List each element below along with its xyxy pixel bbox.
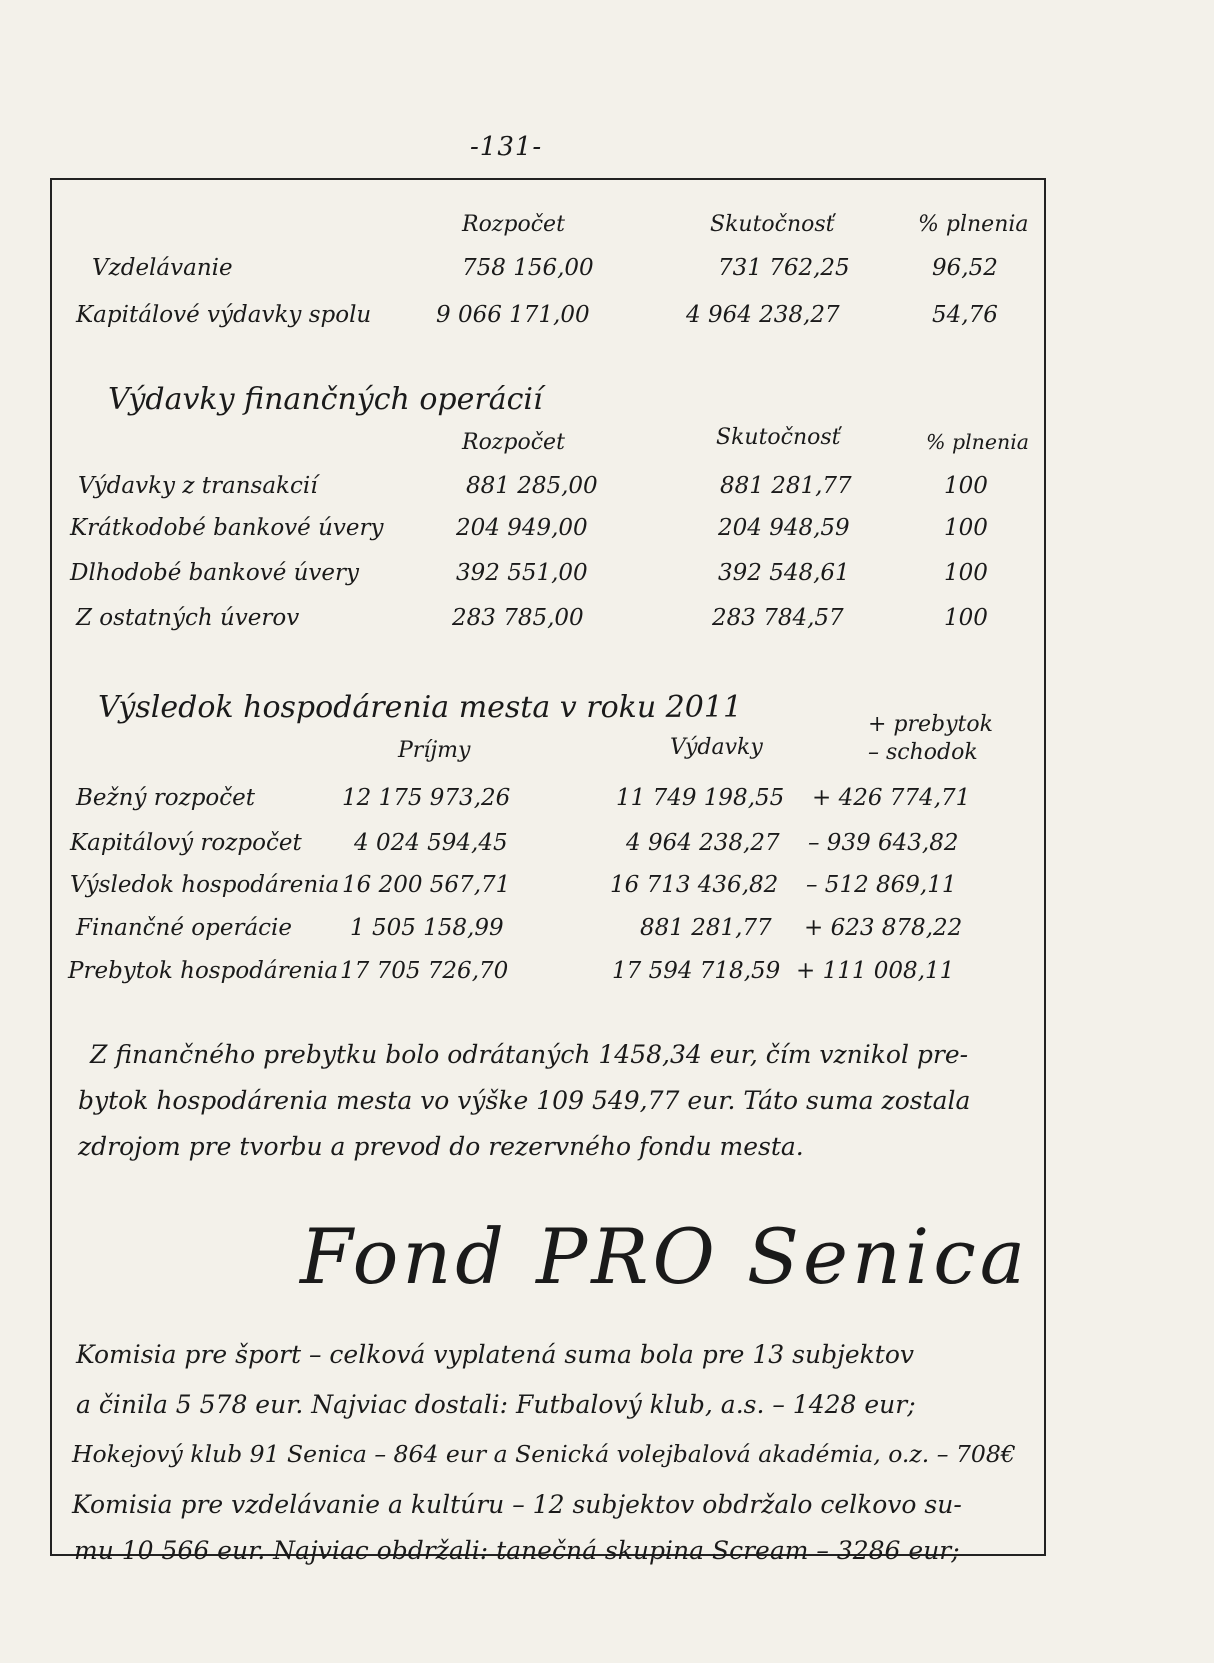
s3-row-label: Finančné operácie bbox=[76, 915, 293, 941]
paragraph-1-line: zdrojom pre tvorbu a prevod do rezervného fondu mesta. bbox=[78, 1132, 804, 1161]
s3-header-income: Príjmy bbox=[398, 738, 471, 763]
s3-row-income: 17 705 726,70 bbox=[340, 958, 509, 984]
s2-header-actual: Skutočnosť bbox=[716, 425, 841, 450]
paragraph-2-line: Komisia pre šport – celková vyplatená suma bola pre 13 subjektov bbox=[76, 1340, 915, 1369]
s2-row-actual: 392 548,61 bbox=[718, 560, 850, 586]
s3-row-label: Bežný rozpočet bbox=[76, 785, 256, 811]
s3-header-expense: Výdavky bbox=[670, 735, 763, 760]
paragraph-1-line: bytok hospodárenia mesta vo výške 109 549,77 eur. Táto suma zostala bbox=[78, 1086, 971, 1115]
s1-row-percent: 54,76 bbox=[932, 302, 998, 328]
s3-row-expense: 11 749 198,55 bbox=[616, 785, 785, 811]
paragraph-1-line: Z finančného prebytku bolo odrátaných 1458,34 eur, čím vznikol pre- bbox=[90, 1040, 969, 1069]
s3-row-label: Kapitálový rozpočet bbox=[70, 830, 302, 856]
s1-row-label: Kapitálové výdavky spolu bbox=[76, 302, 372, 328]
s1-row-budget: 9 066 171,00 bbox=[436, 302, 590, 328]
s1-row-percent: 96,52 bbox=[932, 255, 998, 281]
s2-row-percent: 100 bbox=[944, 473, 988, 499]
s1-row-actual: 4 964 238,27 bbox=[686, 302, 840, 328]
s3-row-result: + 426 774,71 bbox=[812, 785, 971, 811]
s3-row-label: Výsledok hospodárenia bbox=[70, 872, 340, 898]
s2-row-label: Z ostatných úverov bbox=[76, 605, 300, 631]
s2-row-label: Dlhodobé bankové úvery bbox=[70, 560, 360, 586]
s2-header-budget: Rozpočet bbox=[462, 430, 565, 455]
s2-row-actual: 204 948,59 bbox=[718, 515, 850, 541]
s3-row-result: – 939 643,82 bbox=[808, 830, 959, 856]
s3-header-deficit: – schodok bbox=[868, 740, 978, 765]
s2-row-budget: 392 551,00 bbox=[456, 560, 588, 586]
s2-row-budget: 204 949,00 bbox=[456, 515, 588, 541]
s3-row-expense: 4 964 238,27 bbox=[626, 830, 780, 856]
s3-row-expense: 17 594 718,59 bbox=[612, 958, 781, 984]
s3-row-result: + 111 008,11 bbox=[796, 958, 955, 984]
s1-header-budget: Rozpočet bbox=[462, 212, 565, 237]
s3-row-result: + 623 878,22 bbox=[804, 915, 963, 941]
s3-row-income: 12 175 973,26 bbox=[342, 785, 511, 811]
paragraph-2-line: a činila 5 578 eur. Najviac dostali: Futbalový klub, a.s. – 1428 eur; bbox=[76, 1390, 916, 1419]
fond-title: Fond PRO Senica bbox=[300, 1212, 1030, 1301]
page-number: -131- bbox=[470, 132, 543, 162]
s2-header-percent: % plnenia bbox=[926, 430, 1029, 454]
s3-row-income: 4 024 594,45 bbox=[354, 830, 508, 856]
s3-title: Výsledok hospodárenia mesta v roku 2011 bbox=[98, 690, 743, 725]
s1-header-actual: Skutočnosť bbox=[710, 212, 835, 237]
s2-title: Výdavky finančných operácií bbox=[108, 382, 543, 417]
s2-row-budget: 283 785,00 bbox=[452, 605, 584, 631]
s3-row-income: 1 505 158,99 bbox=[350, 915, 504, 941]
s1-row-budget: 758 156,00 bbox=[462, 255, 594, 281]
s2-row-percent: 100 bbox=[944, 515, 988, 541]
s1-header-percent: % plnenia bbox=[918, 212, 1029, 237]
s3-row-expense: 16 713 436,82 bbox=[610, 872, 779, 898]
s3-header-surplus: + prebytok bbox=[868, 712, 993, 737]
s2-row-budget: 881 285,00 bbox=[466, 473, 598, 499]
s3-row-income: 16 200 567,71 bbox=[342, 872, 511, 898]
s3-row-result: – 512 869,11 bbox=[806, 872, 957, 898]
s3-row-label: Prebytok hospodárenia bbox=[68, 958, 339, 984]
s1-row-label: Vzdelávanie bbox=[92, 255, 233, 281]
s2-row-percent: 100 bbox=[944, 560, 988, 586]
paragraph-2-line: Komisia pre vzdelávanie a kultúru – 12 subjektov obdržalo celkovo su- bbox=[72, 1490, 962, 1519]
s2-row-label: Krátkodobé bankové úvery bbox=[70, 515, 384, 541]
s2-row-percent: 100 bbox=[944, 605, 988, 631]
s2-row-label: Výdavky z transakcií bbox=[78, 473, 318, 499]
s2-row-actual: 881 281,77 bbox=[720, 473, 852, 499]
paragraph-2-line: Hokejový klub 91 Senica – 864 eur a Senická volejbalová akadémia, o.z. – 708€ bbox=[72, 1440, 1016, 1468]
s3-row-expense: 881 281,77 bbox=[640, 915, 772, 941]
s2-row-actual: 283 784,57 bbox=[712, 605, 844, 631]
s1-row-actual: 731 762,25 bbox=[718, 255, 850, 281]
paragraph-2-line: mu 10 566 eur. Najviac obdržali: tanečná skupina Scream – 3286 eur; bbox=[74, 1536, 960, 1565]
